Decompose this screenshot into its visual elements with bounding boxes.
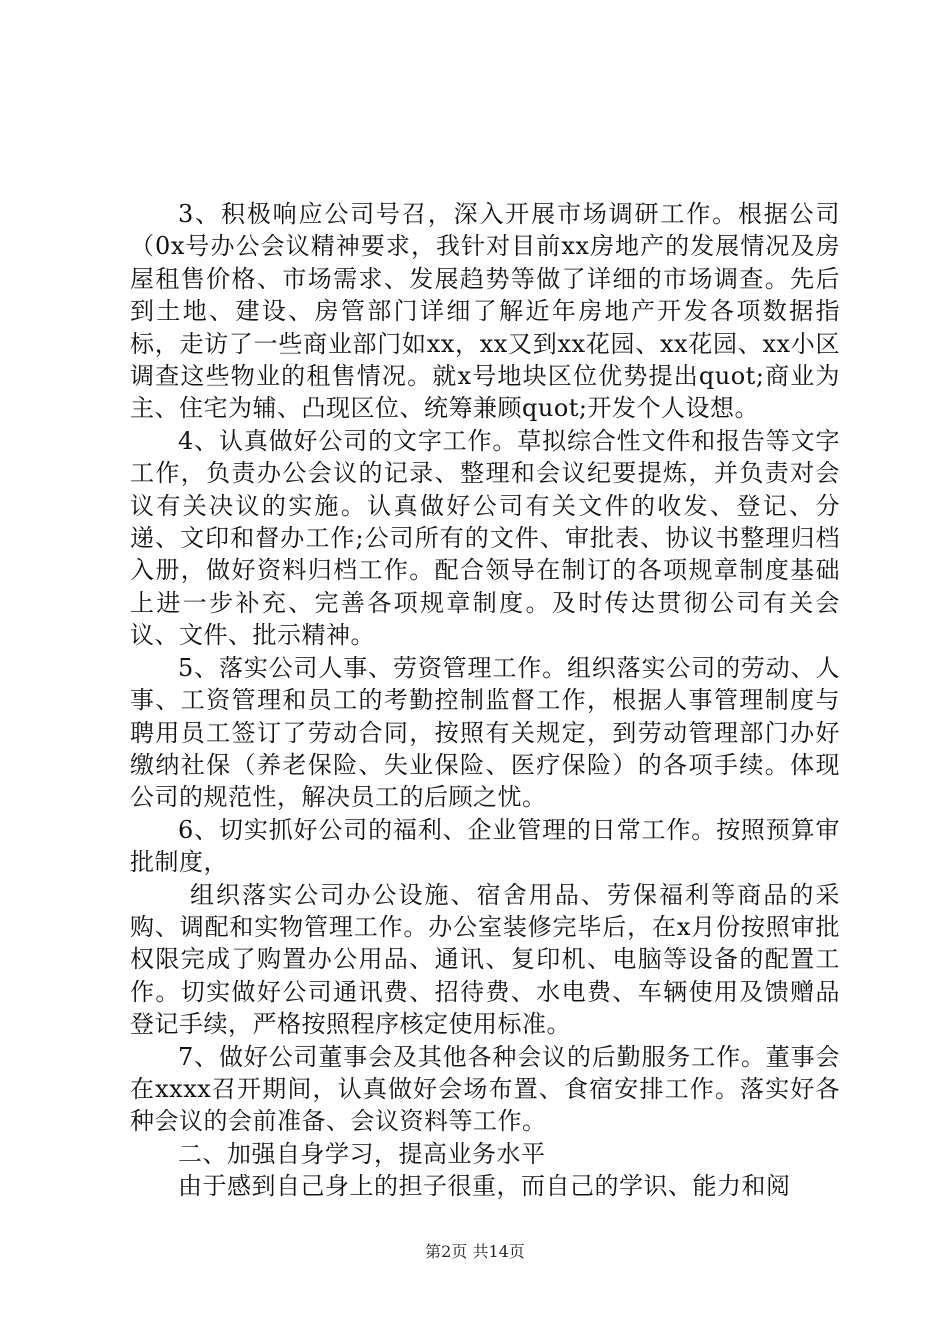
section-heading-self-study: 二、加强自身学习，提高业务水平: [178, 1139, 546, 1168]
paragraph-self-study: 由于感到自己身上的担子很重，而自己的学识、能力和阅: [178, 1172, 791, 1201]
page-footer: 第2页 共14页: [425, 1242, 525, 1261]
paragraph-market-research: 3、积极响应公司号召，深入开展市场调研工作。根据公司（0x号办公会议精神要求，我针对目前xx房地产的发展情况及房屋租售价格、市场需求、发展趋势等做了详细的市场调查。先后到土地、建设、房管部门详细了解近年房地产开发各项数据指标，走访了一些商业部门如xx，xx又到xx花园、xx花园、xx小区调查这些物业的租售情况。就x号地块区位优势提出quot;商业为主、住宅为辅、凸现区位、统筹兼顾quot;开发个人设想。: [130, 200, 840, 423]
paragraph-board-meeting-service: 7、做好公司董事会及其他各种会议的后勤服务工作。董事会在xxxx召开期间，认真做好会场布置、食宿安排工作。落实好各种会议的会前准备、会议资料等工作。: [130, 1042, 840, 1136]
paragraph-personnel-management: 5、落实公司人事、劳资管理工作。组织落实公司的劳动、人事、工资管理和员工的考勤控制监督工作，根据人事管理制度与聘用员工签订了劳动合同，按照有关规定，到劳动管理部门办好缴纳社保（养老保险、失业保险、医疗保险）的各项手续。体现公司的规范性，解决员工的后顾之忧。: [130, 653, 840, 812]
paragraph-welfare-management: 6、切实抓好公司的福利、企业管理的日常工作。按照预算审批制度，: [130, 815, 840, 877]
paragraph-writing-work: 4、认真做好公司的文字工作。草拟综合性文件和报告等文字工作，负责办公会议的记录、整理和会议纪要提炼，并负责对会议有关决议的实施。认真做好公司有关文件的收发、登记、分递、文印和督办工作;公司所有的文件、审批表、协议书整理归档入册，做好资料归档工作。配合领导在制订的各项规章制度基础上进一步补充、完善各项规章制度。及时传达贯彻公司有关会议、文件、批示精神。: [130, 426, 840, 650]
document-body: [130, 198, 840, 1203]
paragraph-procurement: 组织落实公司办公设施、宿舍用品、劳保福利等商品的采购、调配和实物管理工作。办公室装修完毕后，在x月份按照审批权限完成了购置办公用品、通讯、复印机、电脑等设备的配置工作。切实做好公司通讯费、招待费、水电费、车辆使用及馈赠品登记手续，严格按照程序核定使用标准。: [130, 880, 840, 1039]
